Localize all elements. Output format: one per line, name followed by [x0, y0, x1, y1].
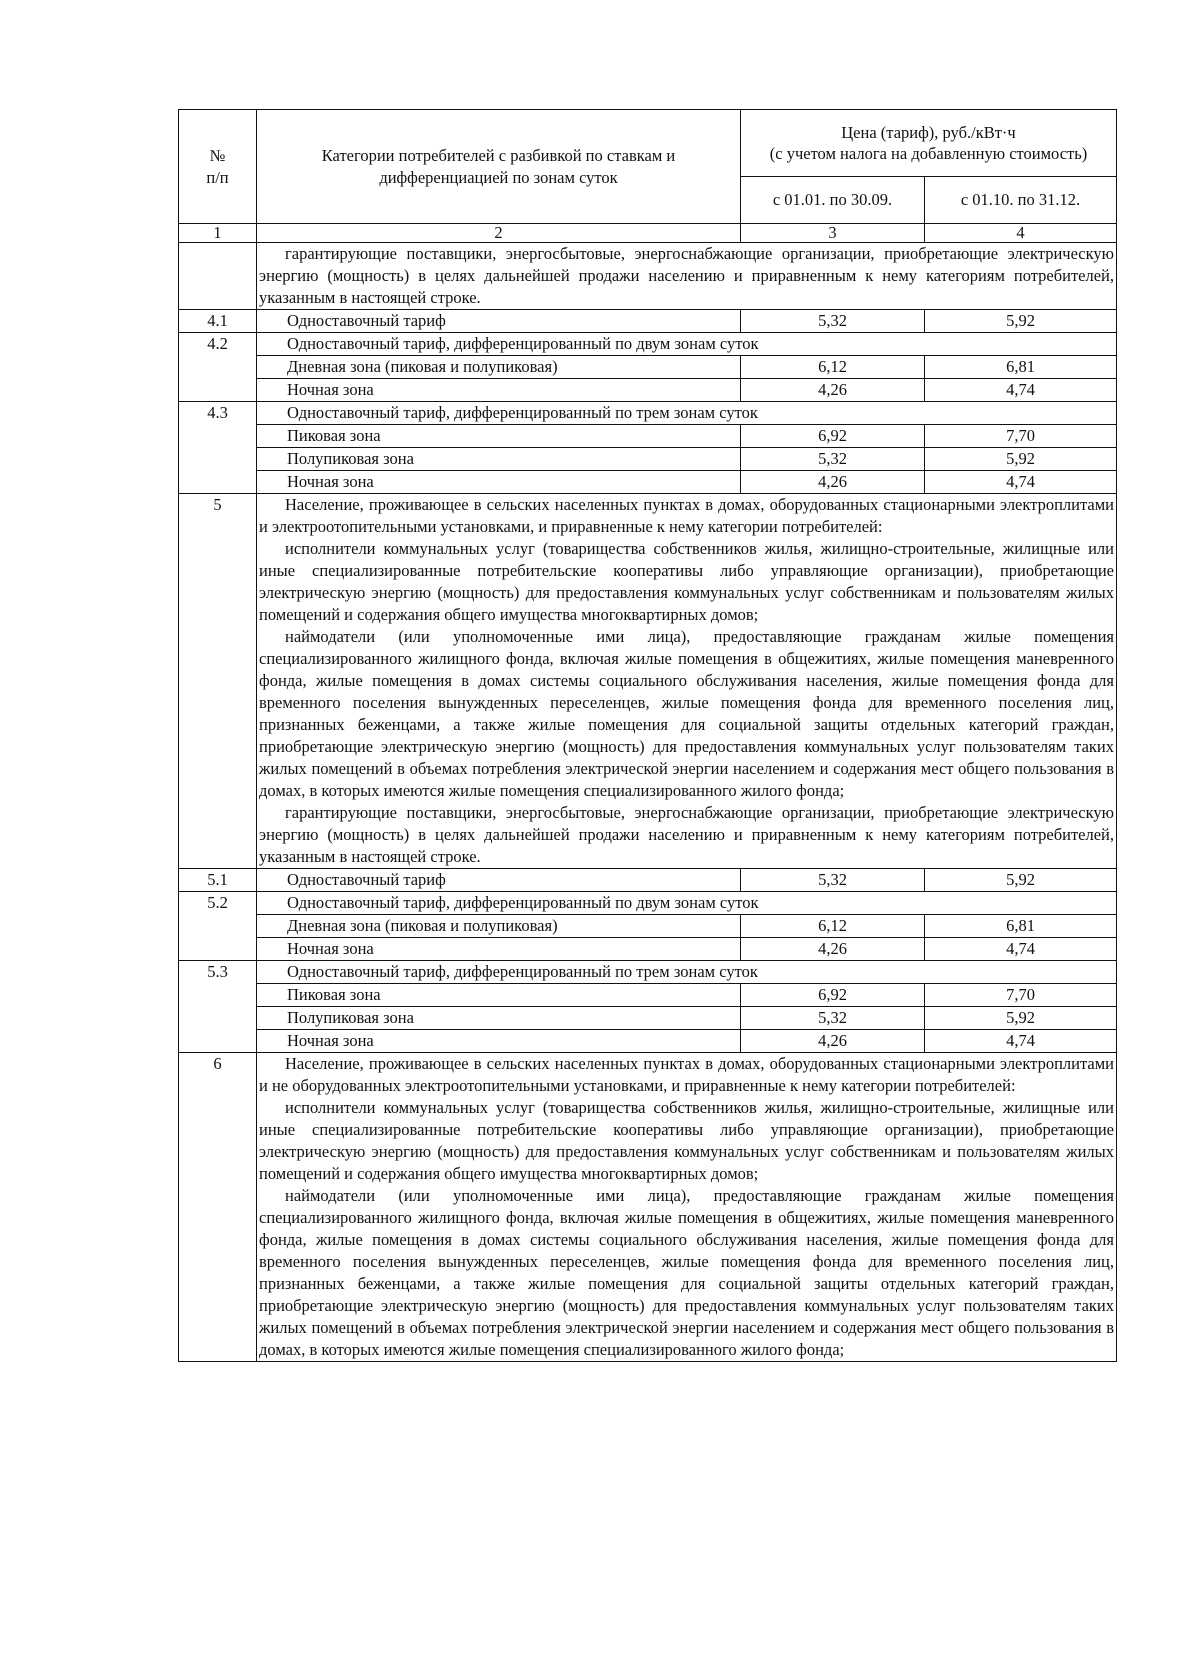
col-number: 1	[179, 224, 257, 243]
table-row	[179, 471, 1117, 494]
table-row	[179, 984, 1117, 1007]
row-num: 4.1	[179, 310, 257, 333]
row-num	[179, 448, 257, 471]
row-label: Одноставочный тариф	[257, 869, 741, 892]
row-label: Одноставочный тариф, дифференцированный по двум зонам суток	[257, 333, 1117, 356]
table-row	[179, 938, 1117, 961]
table-row	[179, 1007, 1117, 1030]
price-value: 5,92	[925, 869, 1117, 892]
row-num: 6	[179, 1053, 257, 1362]
table-row	[179, 961, 1117, 984]
row-num	[179, 915, 257, 938]
paragraph: исполнители коммунальных услуг (товарищества собственников жилья, жилищно-строительные, жилищные или иные специализированные потребительские кооперативы либо управляющие организации), приобретающие электрическую энергию (мощность) для предоставления коммунальных услуг собственникам и пользователям жилых помещений и содержания общего имущества многоквартирных домов;	[259, 539, 1114, 624]
row-num	[179, 471, 257, 494]
paragraph: наймодатели (или уполномоченные ими лица), предоставляющие гражданам жилые помещения специализированного жилищного фонда, включая жилые помещения в общежитиях, жилые помещения маневренного фонда, жилые помещения в домах системы социального обслуживания населения, жилые помещения фонда для временного поселения вынужденных переселенцев, жилые помещения фонда для временного поселения лиц, признанных беженцами, а также жилые помещения для социальной защиты отдельных категорий граждан, приобретающие электрическую энергию (мощность) для предоставления коммунальных услуг пользователям таких жилых помещений в объемах потребления электрической энергии населением и содержания мест общего пользования в домах, в которых имеются жилые помещения специализированного жилого фонда;	[259, 627, 1114, 800]
row-num	[179, 379, 257, 402]
paragraph: Население, проживающее в сельских населенных пунктах в домах, оборудованных стационарными электроплитами и электроотопительными установками, и приравненные к нему категории потребителей:	[259, 495, 1114, 536]
price-value: 6,12	[741, 356, 925, 379]
tariff-document	[178, 109, 1116, 1362]
price-value: 5,92	[925, 310, 1117, 333]
row-num	[179, 425, 257, 448]
row-num: 5.2	[179, 892, 257, 915]
row-num	[179, 984, 257, 1007]
paragraph: исполнители коммунальных услуг (товарищества собственников жилья, жилищно-строительные, жилищные или иные специализированные потребительские кооперативы либо управляющие организации), приобретающие электрическую энергию (мощность) для предоставления коммунальных услуг собственникам и пользователям жилых помещений и содержания общего имущества многоквартирных домов;	[259, 1098, 1114, 1183]
table-row	[179, 356, 1117, 379]
row-label: Пиковая зона	[257, 984, 741, 1007]
table-row	[179, 892, 1117, 915]
row-num: 5.1	[179, 869, 257, 892]
table-row	[179, 402, 1117, 425]
row-label: Пиковая зона	[257, 425, 741, 448]
header-period-2: с 01.10. по 31.12.	[925, 177, 1117, 224]
table-row	[179, 333, 1117, 356]
table-row	[179, 1030, 1117, 1053]
row-label: Одноставочный тариф, дифференцированный по двум зонам суток	[257, 892, 1117, 915]
price-value: 4,74	[925, 938, 1117, 961]
row-num	[179, 243, 257, 310]
row-num	[179, 938, 257, 961]
price-value: 4,74	[925, 1030, 1117, 1053]
price-value: 5,92	[925, 1007, 1117, 1030]
col-number: 4	[925, 224, 1117, 243]
table-row	[179, 448, 1117, 471]
table-row	[179, 379, 1117, 402]
paragraph: гарантирующие поставщики, энергосбытовые, энергоснабжающие организации, приобретающие электрическую энергию (мощность) в целях дальнейшей продажи населению и приравненным к нему категориям потребителей, указанным в настоящей строке.	[259, 244, 1114, 307]
price-value: 5,32	[741, 1007, 925, 1030]
row-label: Ночная зона	[257, 938, 741, 961]
paragraph: Население, проживающее в сельских населенных пунктах в домах, оборудованных стационарными электроплитами и не оборудованных электроотопительными установками, и приравненные к нему категории потребителей:	[259, 1054, 1114, 1095]
price-value: 5,32	[741, 448, 925, 471]
row-num	[179, 1007, 257, 1030]
col-number: 3	[741, 224, 925, 243]
row-label: Ночная зона	[257, 1030, 741, 1053]
header-price: Цена (тариф), руб./кВт·ч (с учетом налога на добавленную стоимость)	[741, 110, 1117, 177]
row-label: Дневная зона (пиковая и полупиковая)	[257, 356, 741, 379]
tariff-table	[178, 109, 1117, 1362]
table-row	[179, 1053, 1117, 1362]
table-row	[179, 869, 1117, 892]
header-num: № п/п	[179, 110, 257, 224]
table-row	[179, 243, 1117, 310]
price-value: 5,92	[925, 448, 1117, 471]
row-num: 5.3	[179, 961, 257, 984]
row-text	[257, 494, 1117, 869]
col-number: 2	[257, 224, 741, 243]
paragraph: наймодатели (или уполномоченные ими лица), предоставляющие гражданам жилые помещения специализированного жилищного фонда, включая жилые помещения в общежитиях, жилые помещения маневренного фонда, жилые помещения в домах системы социального обслуживания населения, жилые помещения фонда для временного поселения вынужденных переселенцев, жилые помещения фонда для временного поселения лиц, признанных беженцами, а также жилые помещения для социальной защиты отдельных категорий граждан, приобретающие электрическую энергию (мощность) для предоставления коммунальных услуг пользователям таких жилых помещений в объемах потребления электрической энергии населением и содержания мест общего пользования в домах, в которых имеются жилые помещения специализированного жилого фонда;	[259, 1186, 1114, 1359]
table-row	[179, 425, 1117, 448]
row-label: Полупиковая зона	[257, 448, 741, 471]
price-value: 5,32	[741, 869, 925, 892]
price-value: 7,70	[925, 984, 1117, 1007]
row-text	[257, 1053, 1117, 1362]
price-value: 4,26	[741, 938, 925, 961]
table-row	[179, 310, 1117, 333]
price-value: 4,26	[741, 1030, 925, 1053]
price-value: 6,81	[925, 915, 1117, 938]
row-num: 4.2	[179, 333, 257, 356]
row-label: Ночная зона	[257, 471, 741, 494]
row-num: 5	[179, 494, 257, 869]
table-row	[179, 494, 1117, 869]
row-num: 4.3	[179, 402, 257, 425]
table-header-row	[179, 110, 1117, 177]
table-row	[179, 915, 1117, 938]
price-value: 6,12	[741, 915, 925, 938]
row-text	[257, 243, 1117, 310]
price-value: 7,70	[925, 425, 1117, 448]
row-label: Одноставочный тариф, дифференцированный по трем зонам суток	[257, 402, 1117, 425]
paragraph: гарантирующие поставщики, энергосбытовые, энергоснабжающие организации, приобретающие электрическую энергию (мощность) в целях дальнейшей продажи населению и приравненным к нему категориям потребителей, указанным в настоящей строке.	[259, 803, 1114, 866]
row-label: Дневная зона (пиковая и полупиковая)	[257, 915, 741, 938]
price-value: 4,74	[925, 379, 1117, 402]
price-value: 6,92	[741, 984, 925, 1007]
row-label: Ночная зона	[257, 379, 741, 402]
row-label: Одноставочный тариф	[257, 310, 741, 333]
header-category: Категории потребителей с разбивкой по ставкам и дифференциацией по зонам суток	[257, 110, 741, 224]
price-value: 6,81	[925, 356, 1117, 379]
price-value: 4,26	[741, 379, 925, 402]
column-numbers-row	[179, 224, 1117, 243]
price-value: 5,32	[741, 310, 925, 333]
price-value: 4,26	[741, 471, 925, 494]
price-value: 4,74	[925, 471, 1117, 494]
row-num	[179, 1030, 257, 1053]
price-value: 6,92	[741, 425, 925, 448]
row-num	[179, 356, 257, 379]
header-period-1: с 01.01. по 30.09.	[741, 177, 925, 224]
row-label: Полупиковая зона	[257, 1007, 741, 1030]
row-label: Одноставочный тариф, дифференцированный по трем зонам суток	[257, 961, 1117, 984]
